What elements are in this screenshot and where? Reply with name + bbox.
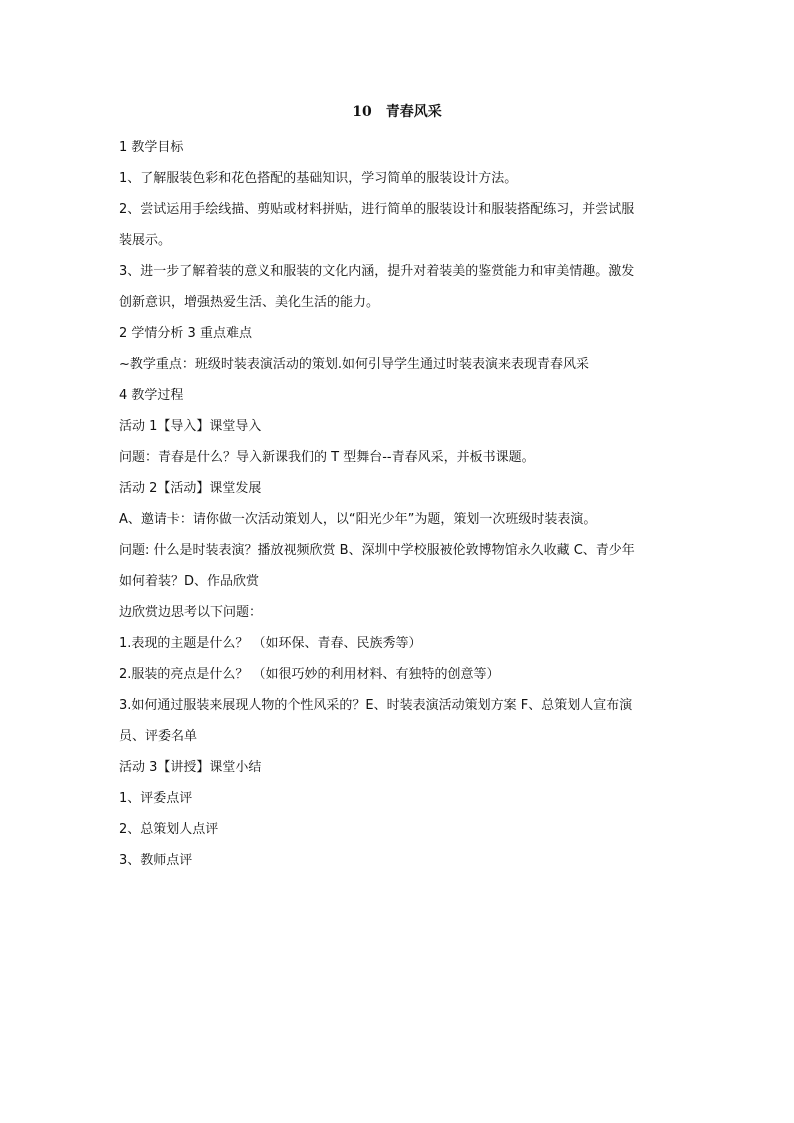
goal-1: 1、了解服装色彩和花色搭配的基础知识，学习简单的服装设计方法。 <box>119 171 518 186</box>
document-body <box>119 132 679 876</box>
question-3-line-2: 员、评委名单 <box>119 729 198 744</box>
activity-2-heading: 活动 2【活动】课堂发展 <box>119 481 262 496</box>
activity-2-question-line-2: 如何着装？D、作品欣赏 <box>119 574 260 589</box>
think-prompt: 边欣赏边思考以下问题： <box>119 605 263 620</box>
question-2: 2.服装的亮点是什么？ （如很巧妙的利用材料、有独特的创意等） <box>119 667 500 682</box>
summary-3: 3、教师点评 <box>119 853 193 868</box>
goal-3-line-1: 3、进一步了解着装的意义和服装的文化内涵，提升对着装美的鉴赏能力和审美情趣。激发 <box>119 264 635 279</box>
activity-3-heading: 活动 3【讲授】课堂小结 <box>119 760 262 775</box>
document-title: 10 青春风采 <box>352 104 442 120</box>
question-1: 1.表现的主题是什么？ （如环保、青春、民族秀等） <box>119 636 422 651</box>
summary-1: 1、评委点评 <box>119 791 193 806</box>
goal-2-line-2: 装展示。 <box>119 233 172 248</box>
section-heading-analysis: 2 学情分析 3 重点难点 <box>119 326 252 341</box>
activity-2-invitation: A、邀请卡：请你做一次活动策划人，以“阳光少年”为题，策划一次班级时装表演。 <box>119 512 597 527</box>
goal-3-line-2: 创新意识，增强热爱生活、美化生活的能力。 <box>119 295 380 310</box>
activity-1-question: 问题：青春是什么？导入新课我们的 T 型舞台--青春风采，并板书课题。 <box>119 450 535 465</box>
key-points: ~教学重点：班级时装表演活动的策划.如何引导学生通过时装表演来表现青春风采 <box>119 357 590 372</box>
goal-2-line-1: 2、尝试运用手绘线描、剪贴或材料拼贴，进行简单的服装设计和服装搭配练习，并尝试服 <box>119 202 635 217</box>
question-3-line-1: 3.如何通过服装来展现人物的个性风采的？E、时装表演活动策划方案 F、总策划人宣布演 <box>119 698 633 713</box>
section-heading-process: 4 教学过程 <box>119 388 184 403</box>
summary-2: 2、总策划人点评 <box>119 822 219 837</box>
activity-2-question-line-1: 问题: 什么是时装表演？播放视频欣赏 B、深圳中学校服被伦敦博物馆永久收藏 C、青少年 <box>119 543 635 558</box>
section-heading-goals: 1 教学目标 <box>119 140 184 155</box>
activity-1-heading: 活动 1【导入】课堂导入 <box>119 419 262 434</box>
